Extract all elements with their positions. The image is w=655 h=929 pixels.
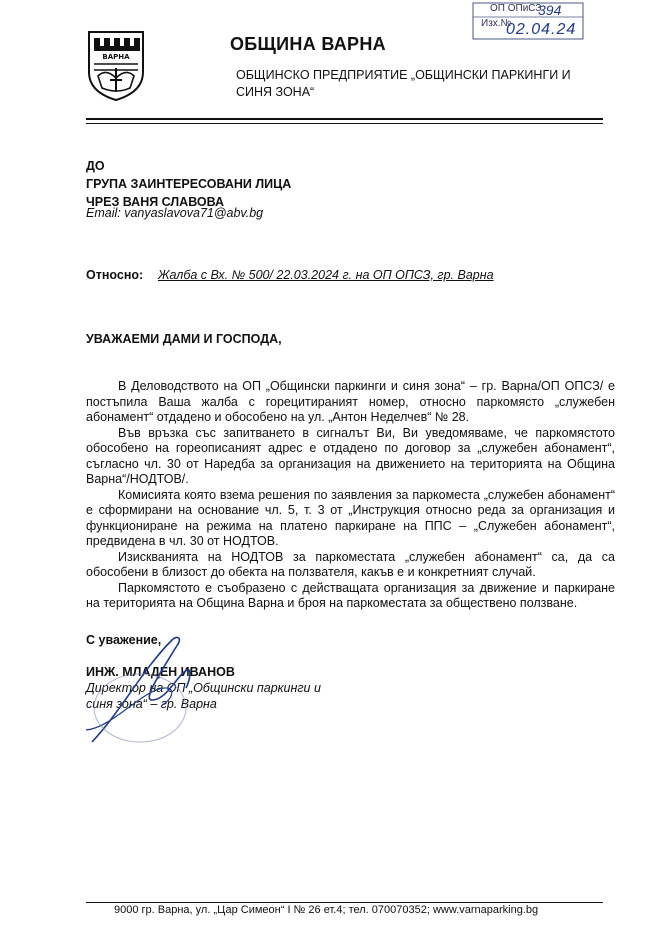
footer-rule xyxy=(86,902,603,903)
header-rule-thin xyxy=(86,123,603,124)
footer-address: 9000 гр. Варна, ул. „Цар Симеон“ I № 26 ет.4; тел. 070070352; xyxy=(114,904,433,916)
body-paragraph: В Деловодството на ОП „Общински паркинги и синя зона“ – гр. Варна/ОП ОПСЗ/ е постъпила Ваша жалба с горецитираният номер, относно паркомясто „служебен абонамент“ отдадено и обособено на ул. „Антон Неделчев“ № 28. xyxy=(86,379,615,424)
footer-website-link[interactable]: www.varnaparking.bg xyxy=(432,904,539,916)
body-paragraph: Във връзка със запитването в сигналът Ви, Ви уведомяваме, че паркомястото обособено на гореописаният адрес е отдадено по договор за „служебен абонамент“, съгласно чл. 30 от Наредба за организация на движението на територията на Община Варна“/НОДТОВ/. xyxy=(86,425,615,486)
letter-body xyxy=(86,379,615,612)
stamp-date: 02.04.24 xyxy=(506,21,577,38)
signer-title: Директор на ОП „Общински паркинги и синя зона“ – гр. Варна xyxy=(86,681,321,711)
salutation: УВАЖАЕМИ ДАМИ И ГОСПОДА, xyxy=(86,332,282,346)
recipient-email: Email: vanyaslavova71@abv.bg xyxy=(86,206,264,220)
header-rule-thick xyxy=(86,118,603,120)
organization-title: ОБЩИНА ВАРНА xyxy=(230,34,386,54)
footer-contact xyxy=(114,904,538,916)
signer-name: ИНЖ. МЛАДЕН ИВАНОВ xyxy=(86,665,235,679)
recipient-group: ГРУПА ЗАИНТЕРЕСОВАНИ ЛИЦА xyxy=(86,177,292,191)
stamp-outgoing-label: Изх.№ xyxy=(481,18,512,29)
varna-coat-of-arms-logo xyxy=(86,28,146,102)
recipient-to: ДО xyxy=(86,159,105,173)
organization-subtitle: ОБЩИНСКО ПРЕДПРИЯТИЕ „ОБЩИНСКИ ПАРКИНГИ И СИНЯ ЗОНА“ xyxy=(236,68,571,99)
body-paragraph: Паркомястото е съобразено с действащата организация за движение и паркиране на територията на Община Варна и броя на паркоместата за обществено ползване. xyxy=(86,580,615,610)
stamp-office: ОП ОПиСЗ xyxy=(490,3,542,14)
stamp-number: 394 xyxy=(538,2,562,18)
recipient-via: ЧРЕЗ ВАНЯ СЛАВОВА xyxy=(86,195,225,209)
body-paragraph: Комисията която взема решения по заявления за паркоместа „служебен абонамент“ е сформирани на основание чл. 5, т. 3 от „Инструкция относно реда за организация и функциониране на режима на платено паркиране на ППС – „Служебен абонамент“, предвидена в чл. 30 от НОДТОВ. xyxy=(86,487,615,548)
body-paragraph: Изискванията на НОДТОВ за паркоместата „служебен абонамент“ са, да са обособени в близост до обекта на ползвателя, какъв е и конкретният случай. xyxy=(86,549,615,579)
handwritten-signature xyxy=(82,630,272,750)
regarding-label: Относно: xyxy=(86,268,144,282)
closing: С уважение, xyxy=(86,633,162,647)
regarding-text: Жалба с Вх. № 500/ 22.03.2024 г. на ОП ОПСЗ, гр. Варна xyxy=(158,268,494,282)
recipient-block xyxy=(86,157,291,211)
svg-text:ВАРНА: ВАРНА xyxy=(102,53,130,61)
